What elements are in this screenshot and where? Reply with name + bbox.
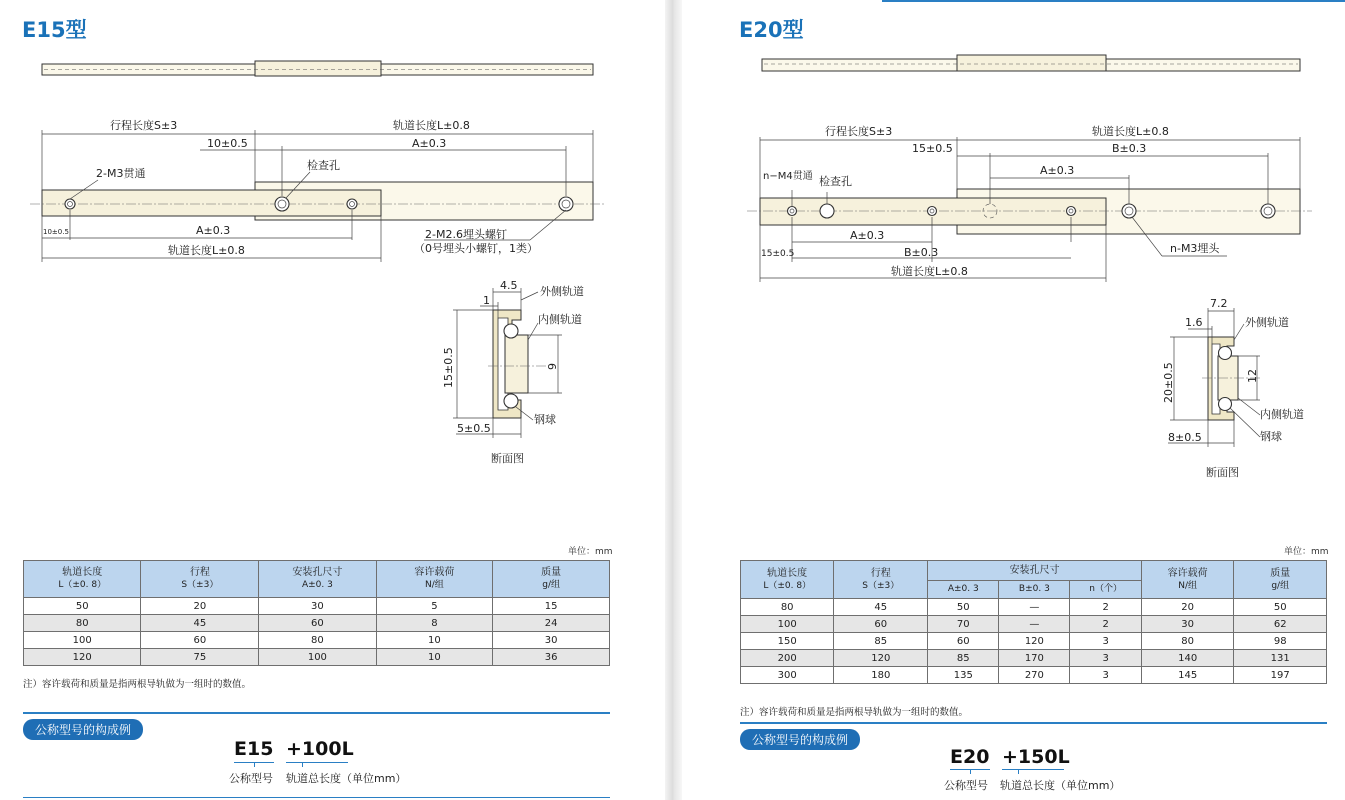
table-row: 80 45 60 8 24 (24, 615, 610, 632)
page-gutter (665, 0, 682, 800)
section-width-1: 1.6 (1185, 316, 1203, 329)
col-b: B±0. 3 (999, 581, 1070, 599)
section-inner-height: 9 (546, 363, 559, 370)
code-length-tick (302, 762, 303, 767)
dim-stroke-length: 行程长度S±3 (110, 119, 178, 132)
col-stroke: 行程 S（±3） (141, 561, 259, 598)
label-m4-through: n−M4贯通 (763, 171, 813, 182)
label-m3-through: 2-M3贯通 (96, 167, 146, 180)
col-rail-length: 轨道长度 L（±0. 8） (741, 561, 834, 599)
dim-b-top: B±0.3 (1112, 142, 1147, 155)
dim-rail-length: 轨道长度L±0.8 (393, 119, 470, 132)
label-outer-rail: 外侧轨道 (540, 285, 584, 298)
label-m3-countersunk: n-M3埋头 (1170, 242, 1220, 255)
label-check-hole: 检查孔 (307, 159, 340, 172)
dim-offset-top: 15±0.5 (912, 142, 953, 155)
col-mass: 质量 g/组 (1234, 561, 1327, 599)
col-a: A±0. 3 (928, 581, 999, 599)
label-ball: 钢球 (1260, 430, 1282, 443)
dim-a-top: A±0.3 (1040, 164, 1075, 177)
page-e20 (682, 0, 1345, 800)
table-row: 150 85 60 120 3 80 98 (741, 633, 1327, 650)
section-caption: 断面图 (491, 452, 524, 465)
dim-offset-top: 10±0.5 (207, 137, 248, 150)
dim-offset-bottom: 15±0.5 (761, 249, 795, 259)
section-width-top: 7.2 (1210, 297, 1228, 310)
section-inner-height: 12 (1246, 369, 1259, 383)
table-note: 注）容许载荷和质量是指两根导轨做为一组时的数值。 (740, 707, 969, 718)
dim-b-bottom: B±0.3 (904, 246, 939, 259)
example-label: 公称型号的构成例 (740, 729, 860, 750)
col-stroke: 行程 S（±3） (834, 561, 928, 599)
e20-front-view (747, 137, 1312, 282)
label-check-hole: 检查孔 (819, 175, 852, 188)
dim-a-bottom: A±0.3 (196, 224, 231, 237)
unit-label: 单位：mm (1284, 547, 1329, 557)
e15-drawing (0, 0, 665, 480)
code-length: +100L (286, 738, 354, 760)
section-height: 15±0.5 (442, 347, 455, 388)
code-length-tick (1018, 769, 1019, 774)
label-screw: 2-M2.6埋头螺钉 (425, 228, 507, 241)
dim-rail-length-bottom: 轨道长度L±0.8 (168, 244, 245, 257)
code-model-tick (254, 762, 255, 767)
table-row: 100 60 80 10 30 (24, 632, 610, 649)
section-bottom: 5±0.5 (457, 422, 491, 435)
label-inner-rail: 内侧轨道 (1260, 408, 1304, 421)
col-mass: 质量 g/组 (493, 561, 610, 598)
code-length-underline (1002, 769, 1064, 770)
label-ball: 钢球 (534, 413, 556, 426)
dim-stroke-length: 行程长度S±3 (825, 125, 893, 138)
code-model-label: 公称型号 (229, 772, 273, 785)
section-divider (23, 712, 610, 714)
page-title: E15型 (22, 18, 87, 42)
code-length-label: 轨道总长度（单位mm） (1000, 779, 1121, 792)
table-row: 100 60 70 — 2 30 62 (741, 616, 1327, 633)
col-load: 容许载荷 N/组 (376, 561, 493, 598)
e15-top-view (42, 61, 593, 76)
col-hole-size: 安装孔尺寸 A±0. 3 (259, 561, 376, 598)
unit-label: 单位：mm (568, 547, 613, 557)
code-length-label: 轨道总长度（单位mm） (286, 772, 407, 785)
code-model-tick (970, 769, 971, 774)
code-model: E20 (950, 746, 990, 768)
table-row: 50 20 30 5 15 (24, 598, 610, 615)
col-load: 容许载荷 N/组 (1141, 561, 1234, 599)
e15-spec-table (23, 560, 610, 666)
e20-top-view (762, 55, 1300, 71)
e20-drawing (682, 0, 1345, 490)
col-n: n（个） (1070, 581, 1141, 599)
label-inner-rail: 内侧轨道 (538, 313, 582, 326)
section-height: 20±0.5 (1162, 362, 1175, 403)
code-length: +150L (1002, 746, 1070, 768)
bottom-divider (23, 797, 610, 798)
code-model: E15 (234, 738, 274, 760)
section-divider (740, 722, 1327, 724)
dim-offset-bottom: 10±0.5 (43, 228, 69, 236)
dim-rail-length: 轨道长度L±0.8 (1092, 125, 1169, 138)
example-label: 公称型号的构成例 (23, 719, 143, 740)
table-row: 300 180 135 270 3 145 197 (741, 667, 1327, 684)
section-caption: 断面图 (1206, 466, 1239, 479)
label-screw-note: （0号埋头小螺钉，1类） (414, 242, 538, 255)
table-row: 80 45 50 — 2 20 50 (741, 599, 1327, 616)
code-model-label: 公称型号 (944, 779, 988, 792)
col-rail-length: 轨道长度 L（±0. 8） (24, 561, 141, 598)
page-title: E20型 (739, 18, 804, 42)
dim-rail-length-bottom: 轨道长度L±0.8 (891, 265, 968, 278)
page-e15 (0, 0, 665, 800)
code-length-underline (286, 762, 348, 763)
table-row: 120 75 100 10 36 (24, 649, 610, 666)
section-width-1: 1 (483, 294, 490, 307)
dim-a-bottom: A±0.3 (850, 229, 885, 242)
table-row: 200 120 85 170 3 140 131 (741, 650, 1327, 667)
table-note: 注）容许载荷和质量是指两根导轨做为一组时的数值。 (23, 679, 252, 690)
col-hole-size: 安装孔尺寸 (928, 561, 1142, 581)
section-bottom: 8±0.5 (1168, 431, 1202, 444)
label-outer-rail: 外侧轨道 (1245, 316, 1289, 329)
section-width-top: 4.5 (500, 279, 518, 292)
e20-spec-table (740, 560, 1327, 684)
dim-a-top: A±0.3 (412, 137, 447, 150)
